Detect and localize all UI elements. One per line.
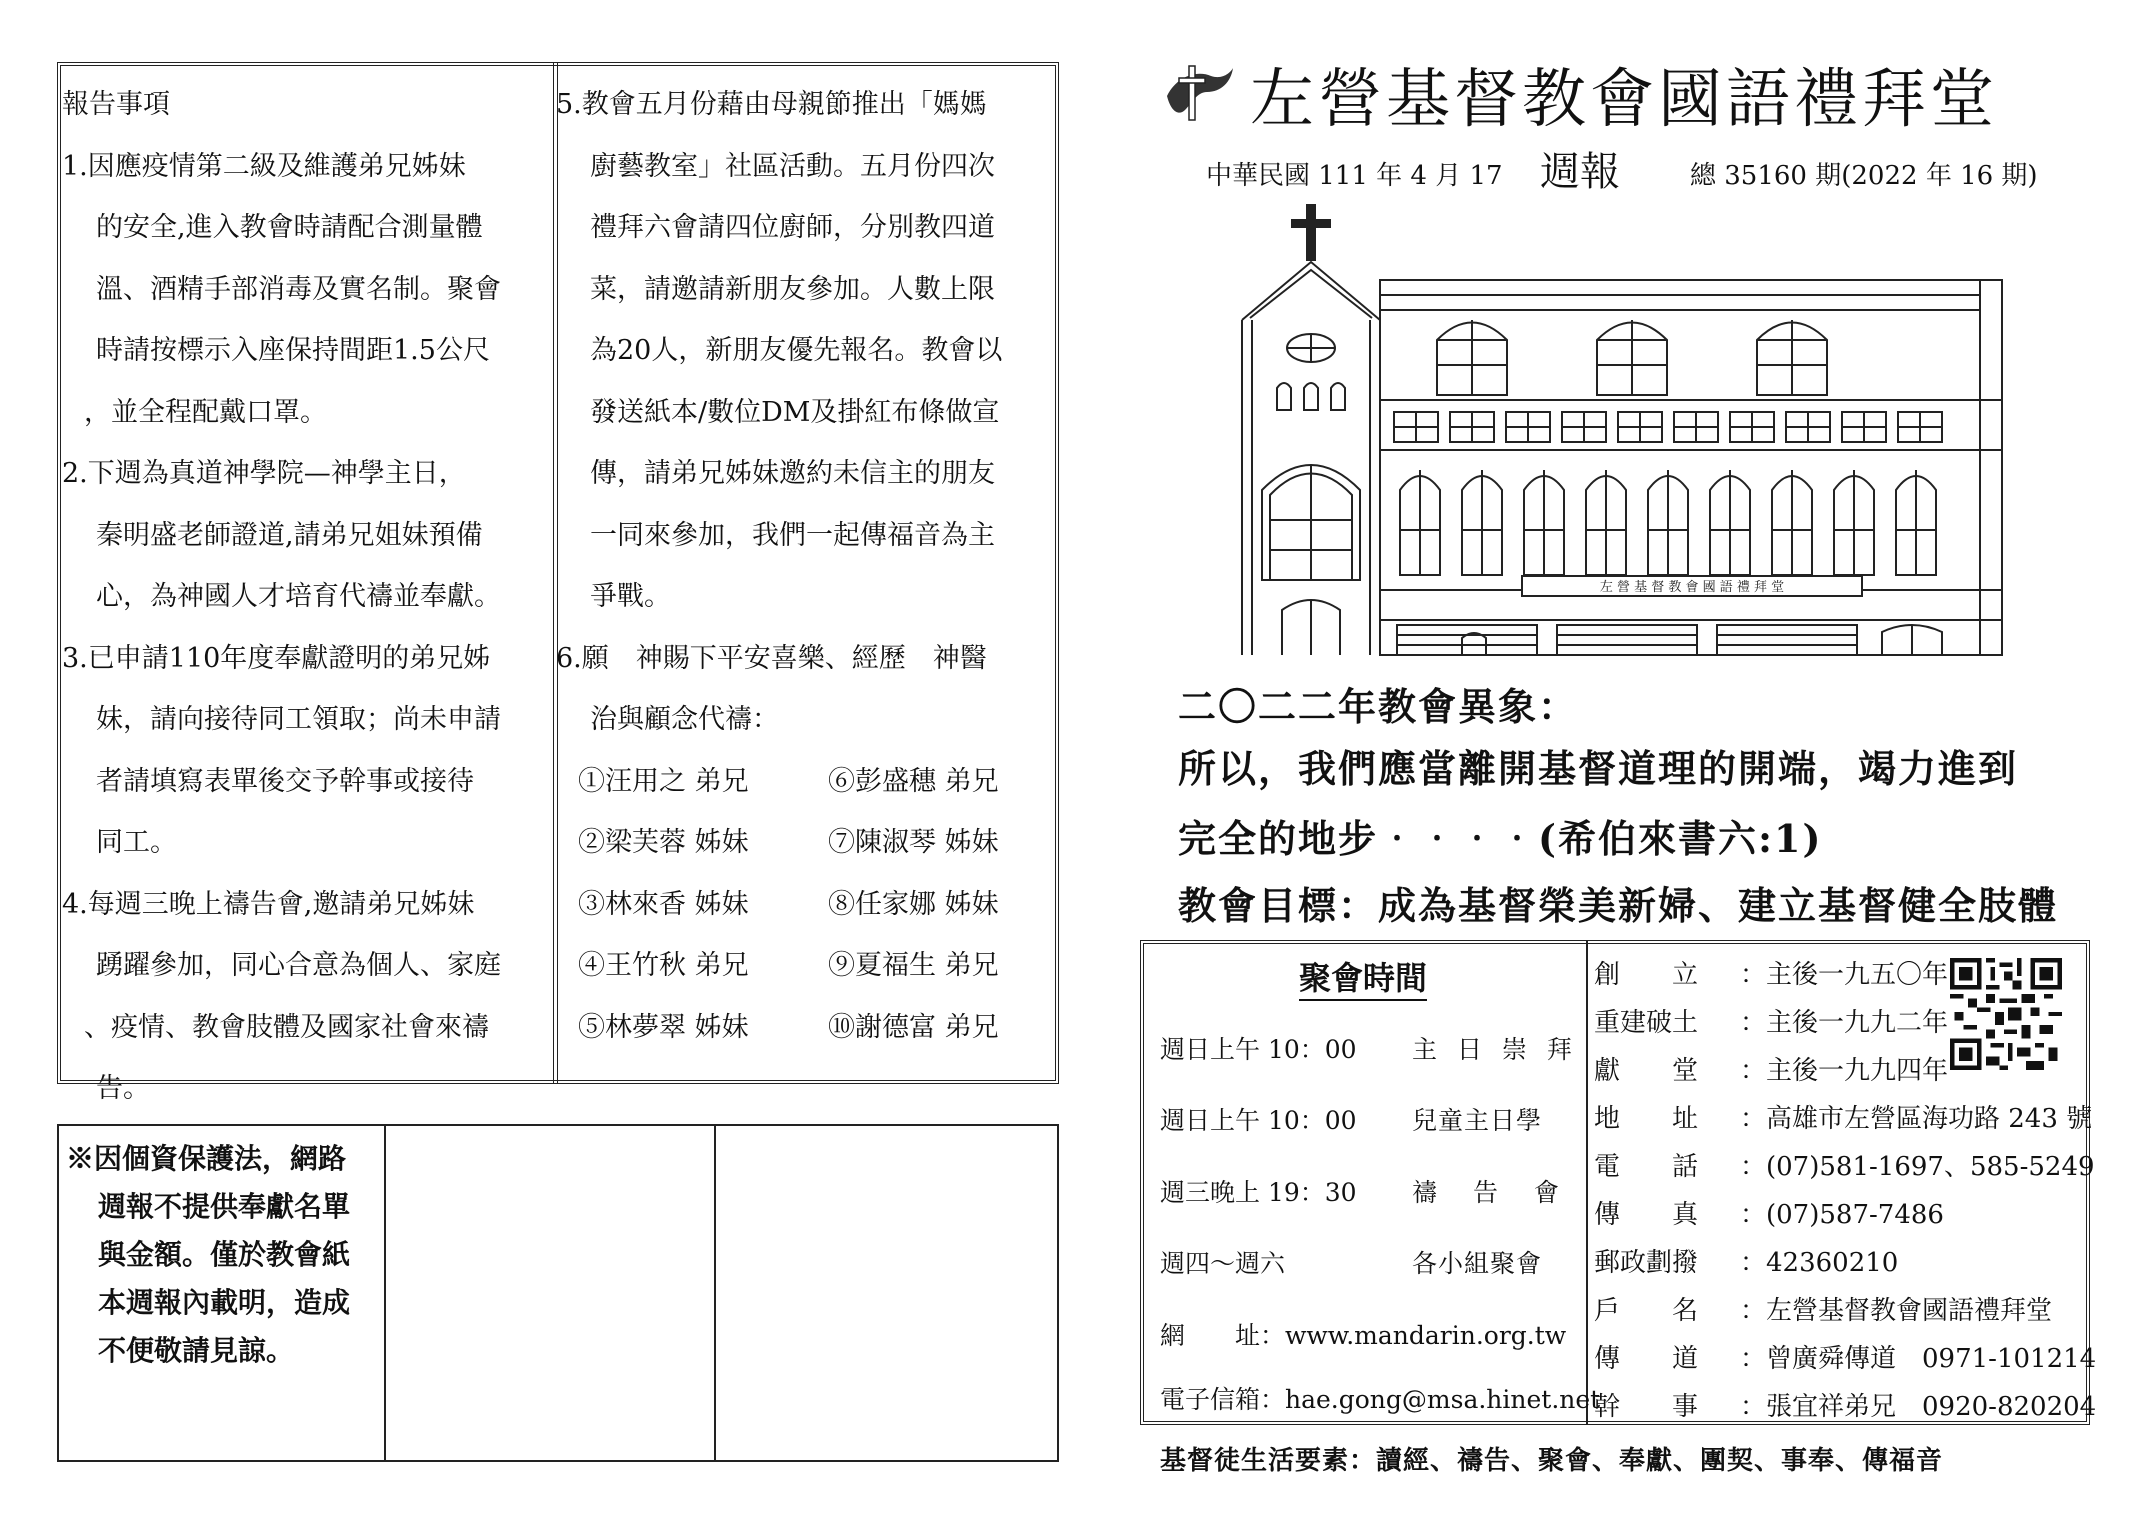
announcement-line: 禮拜六會請四位廚師，分別教四道 — [590, 212, 995, 243]
announcement-line: ，並全程配戴口罩。 — [84, 396, 327, 428]
church-logo-icon — [1163, 62, 1235, 122]
info-divider — [1586, 940, 1588, 1425]
announcement-item-6: 6.願 神賜下平安喜樂、經歷 神醫 — [556, 642, 987, 674]
privacy-notice — [66, 1135, 382, 1375]
prayer-name: ⑧任家娜 姊妹 — [828, 888, 999, 920]
announcement-line: 傳，請弟兄姊妹邀約未信主的朋友 — [590, 458, 995, 489]
meeting-row: 週三晚上 19：30 禱 告 會 — [1160, 1178, 1573, 1207]
announcement-line: 心，為神國人才培育代禱並奉獻。 — [96, 581, 501, 612]
website: 網 址：www.mandarin.org.tw — [1160, 1321, 1567, 1350]
prayer-row — [556, 812, 1056, 874]
bulletin-title: 週報 — [1540, 149, 1620, 195]
offering-divider — [714, 1124, 716, 1462]
announcement-line: 溫、酒精手部消毒及實名制。聚會 — [96, 273, 501, 305]
announcement-line: 妹，請向接待同工領取；尚未申請 — [96, 704, 501, 735]
prayer-row — [556, 751, 1056, 813]
meeting-row: 週日上午 10：00 主 日 崇 拜 — [1160, 1035, 1578, 1064]
info-row: 郵政劃撥 ：42360210 — [1594, 1248, 1899, 1278]
prayer-name: ⑥彭盛穗 弟兄 — [828, 765, 999, 797]
announcement-item-1: 1.因應疫情第二級及維護弟兄姊妹 — [62, 150, 466, 182]
info-row: 幹 事 ：張宜祥弟兄 0920-820204 — [1594, 1392, 2097, 1422]
announcement-line: 廚藝教室」社區活動。五月份四次 — [590, 150, 995, 182]
announcement-line: 、疫情、教會肢體及國家社會來禱 — [84, 1011, 489, 1043]
announcements-column-2 — [556, 74, 1056, 1058]
info-row: 獻 堂 ：主後一九九四年 — [1594, 1056, 1949, 1086]
announcement-line: 爭戰。 — [590, 581, 671, 612]
church-name: 左營基督教會國語禮拜堂 — [1250, 63, 1998, 137]
announcement-line: 的安全,進入教會時請配合測量體 — [96, 212, 483, 243]
announcement-line: 同工。 — [96, 827, 177, 858]
info-row: 戶 名 ：左營基督教會國語禮拜堂 — [1594, 1296, 2053, 1326]
announcement-line: 秦明盛老師證道,請弟兄姐妹預備 — [96, 519, 483, 551]
vision-title: 二〇二二年教會異象： — [1178, 684, 1579, 729]
email: 電子信箱：hae.gong@msa.hinet.net — [1160, 1385, 1601, 1414]
qr-code-icon[interactable] — [1950, 958, 2062, 1070]
church-building-illustration — [1222, 200, 2022, 660]
prayer-name: ⑨夏福生 弟兄 — [828, 950, 999, 981]
prayer-list — [556, 751, 1056, 1059]
offering-divider — [384, 1124, 386, 1462]
privacy-line: 週報不提供奉獻名單 — [98, 1190, 351, 1223]
prayer-name: ③林來香 姊妹 — [578, 888, 749, 920]
announcement-line: 治與顧念代禱： — [590, 704, 779, 735]
info-row: 創 立 ：主後一九五〇年 — [1594, 960, 1949, 990]
announcements-title: 報告事項 — [62, 89, 170, 120]
info-row: 地 址 ：高雄市左營區海功路 243 號 — [1594, 1104, 2093, 1134]
info-row: 傳 真 ：(07)587-7486 — [1594, 1200, 1944, 1230]
prayer-row — [556, 874, 1056, 936]
announcement-line: 菜，請邀請新朋友參加。人數上限 — [590, 273, 995, 305]
meeting-row: 週日上午 10：00 兒童主日學 — [1160, 1106, 1543, 1135]
prayer-row — [556, 935, 1056, 997]
privacy-line: 本週報內載明，造成 — [98, 1286, 351, 1319]
prayer-row — [556, 997, 1056, 1059]
announcement-line: 為20人，新朋友優先報名。教會以 — [590, 335, 1003, 366]
meeting-times-title: 聚會時間 — [1140, 953, 1586, 999]
vision-verse-line-1: 所以，我們應當離開基督道理的開端，竭力進到 — [1178, 746, 2019, 791]
christian-life-essentials: 基督徒生活要素：讀經、禱告、聚會、奉獻、團契、事奉、傳福音 — [1160, 1446, 1944, 1476]
church-goal: 教會目標：成為基督榮美新婦、建立基督健全肢體 — [1178, 883, 2059, 928]
announcements-column-1 — [62, 74, 552, 1120]
announcement-item-5: 5.教會五月份藉由母親節推出「媽媽 — [556, 89, 987, 120]
issue-number: 總 35160 期(2022 年 16 期) — [1690, 161, 2038, 191]
announcement-line: 一同來參加，我們一起傳福音為主 — [590, 519, 995, 551]
info-row: 重建破土 ：主後一九九二年 — [1594, 1008, 1949, 1038]
announcement-line: 告。 — [96, 1073, 150, 1104]
prayer-name: ⑤林夢翠 姊妹 — [578, 1011, 749, 1043]
prayer-name: ⑦陳淑琴 姊妹 — [828, 827, 999, 858]
announcement-item-4: 4.每週三晚上禱告會,邀請弟兄姊妹 — [62, 888, 475, 920]
prayer-name: ②梁芙蓉 姊妹 — [578, 827, 749, 858]
building-sign-text: 左 營 基 督 教 會 國 語 禮 拜 堂 — [1599, 580, 1785, 595]
info-row: 傳 道 ：曾廣舜傳道 0971-101214 — [1594, 1344, 2097, 1374]
privacy-line: ※因個資保護法，網路 — [66, 1142, 347, 1175]
prayer-name: ①汪用之 弟兄 — [578, 765, 749, 797]
announcement-line: 者請填寫表單後交予幹事或接待 — [96, 765, 474, 797]
announcement-line: 踴躍參加，同心合意為個人、家庭 — [96, 950, 501, 981]
vision-verse-line-2: 完全的地步‧‧‧‧(希伯來書六:1) — [1178, 816, 1823, 861]
announcement-line: 發送紙本/數位DM及掛紅布條做宣 — [590, 396, 1000, 428]
info-row: 電 話 ：(07)581-1697、585-5249 — [1594, 1152, 2095, 1182]
announcement-item-2: 2.下週為真道神學院—神學主日， — [62, 458, 466, 489]
announcement-line: 時請按標示入座保持間距1.5公尺 — [96, 335, 490, 366]
issue-date: 中華民國 111 年 4 月 17 — [1206, 161, 1503, 191]
announcement-item-3: 3.已申請110年度奉獻證明的弟兄姊 — [62, 642, 491, 674]
prayer-name: ④王竹秋 弟兄 — [578, 950, 749, 981]
meeting-row: 週四～週六 各小組聚會 — [1160, 1249, 1543, 1278]
privacy-line: 與金額。僅於教會紙 — [98, 1238, 351, 1271]
privacy-line: 不便敬請見諒。 — [98, 1334, 295, 1367]
prayer-name: ⑩謝德富 弟兄 — [828, 1011, 999, 1043]
